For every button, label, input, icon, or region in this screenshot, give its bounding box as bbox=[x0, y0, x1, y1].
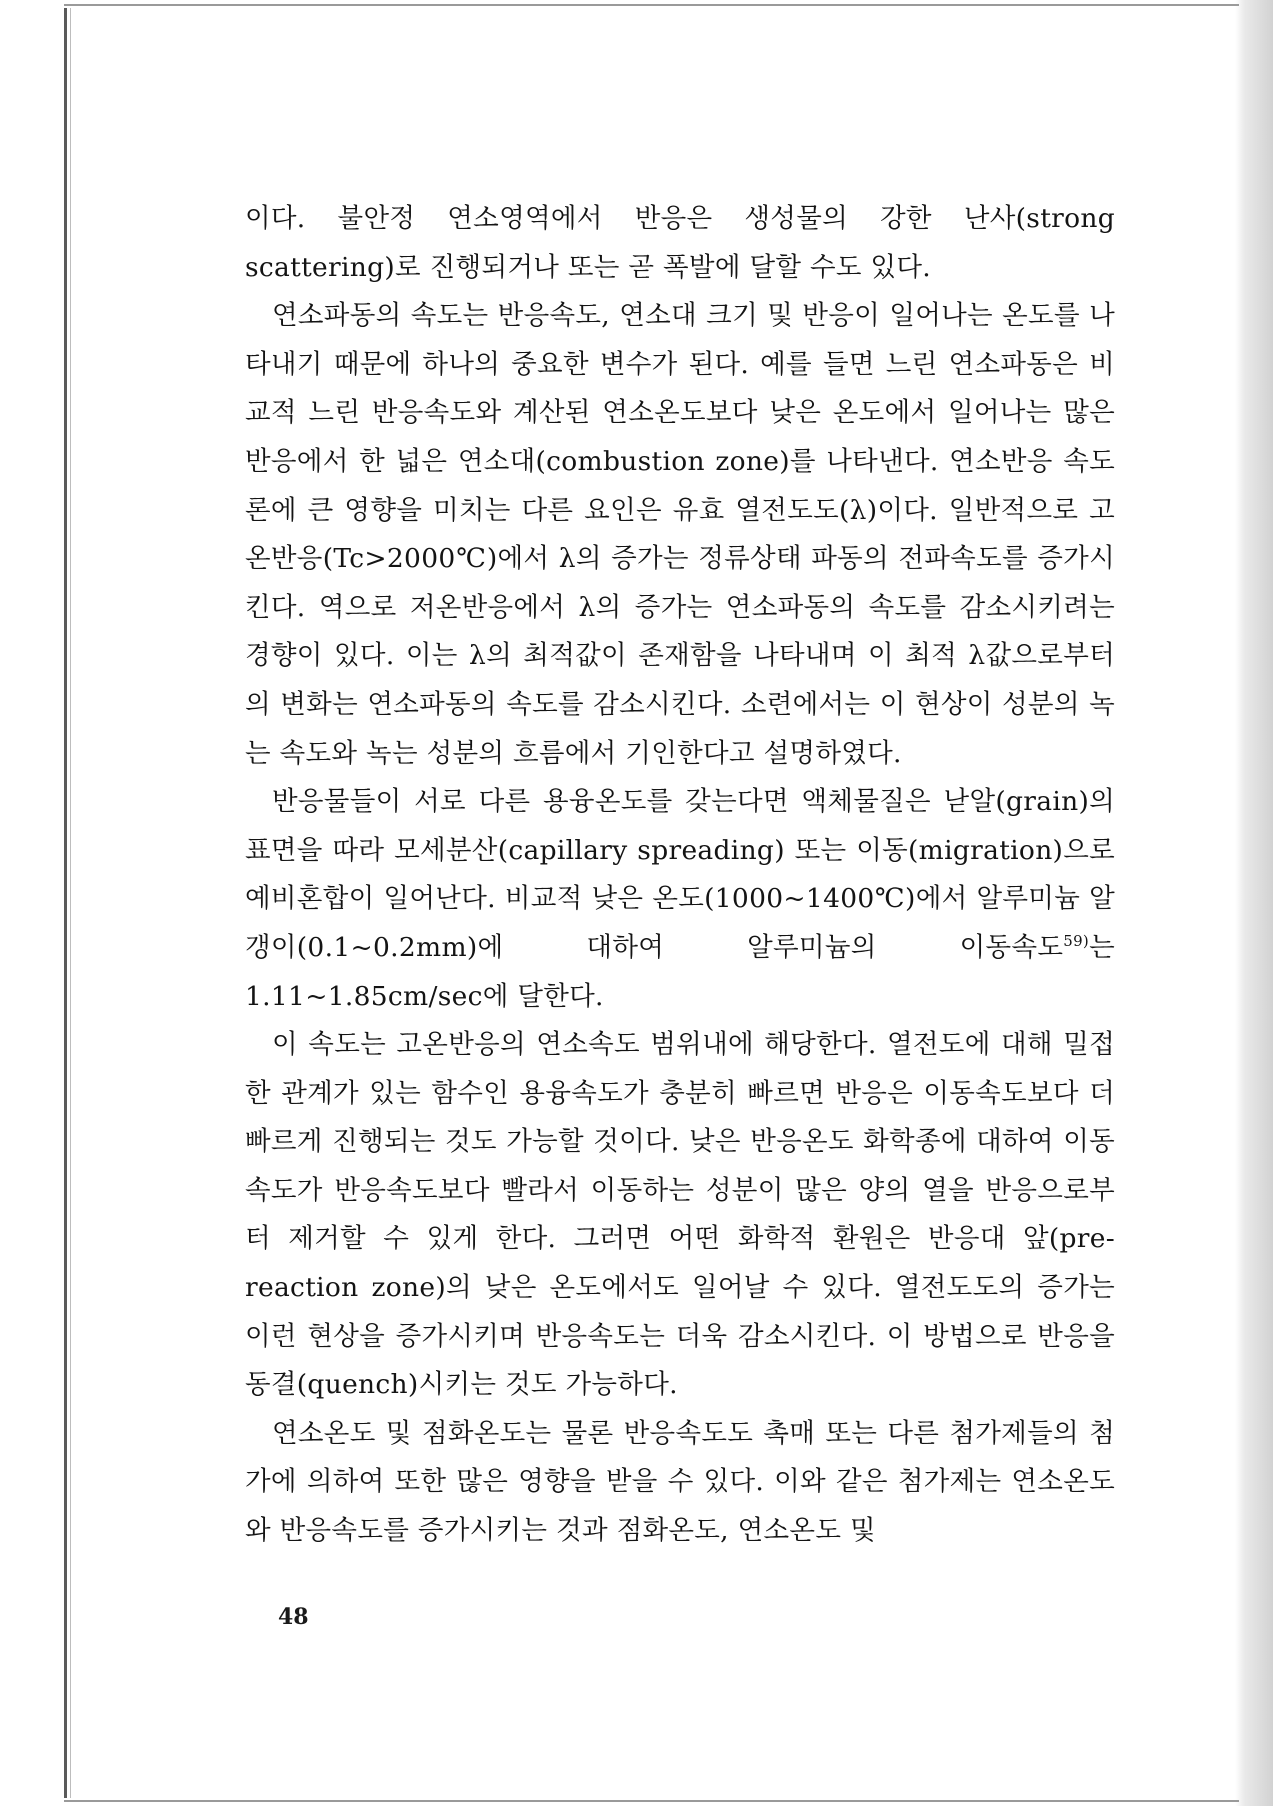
body-text bbox=[245, 195, 1115, 1556]
paragraph-2: 연소파동의 속도는 반응속도, 연소대 크기 및 반응이 일어나는 온도를 나타내기 때문에 하나의 중요한 변수가 된다. 예를 들면 느린 연소파동은 비교적 느린 반응속도와 계산된 연소온도보다 낮은 온도에서 일어나는 많은 반응에서 한 넓은 연소대(combustion zone)를 나타낸다. 연소반응 속도론에 큰 영향을 미치는 다른 요인은 유효 열전도도(λ)이다. 일반적으로 고온반응(Tc>2000℃)에서 λ의 증가는 정류상태 파동의 전파속도를 증가시킨다. 역으로 저온반응에서 λ의 증가는 연소파동의 속도를 감소시키려는 경향이 있다. 이는 λ의 최적값이 존재함을 나타내며 이 최적 λ값으로부터의 변화는 연소파동의 속도를 감소시킨다. 소련에서는 이 현상이 성분의 녹는 속도와 녹는 성분의 흐름에서 기인한다고 설명하였다. bbox=[245, 300, 1115, 769]
page-binding-edge bbox=[64, 8, 67, 1798]
paragraph-3 bbox=[245, 778, 1115, 1021]
page-binding-shadow bbox=[70, 8, 71, 1798]
page-number: 48 bbox=[278, 1604, 309, 1630]
paragraph-3-text-b: 는 1.11~1.85cm/sec에 달한다. bbox=[245, 931, 1115, 1012]
page-bottom-edge bbox=[64, 1800, 1239, 1802]
page-top-edge bbox=[64, 4, 1239, 6]
paragraph-1: 이다. 불안정 연소영역에서 반응은 생성물의 강한 난사(strong scattering)로 진행되거나 또는 곧 폭발에 달할 수도 있다. bbox=[245, 203, 1115, 283]
footnote-ref-59: 59) bbox=[1063, 932, 1090, 951]
paragraph-3-text-a: 반응물들이 서로 다른 용융온도를 갖는다면 액체물질은 낟알(grain)의 표면을 따라 모세분산(capillary spreading) 또는 이동(migration)으로 예비혼합이 일어난다. 비교적 낮은 온도(1000~1400℃)에서 알루미늄 알갱이(0.1~0.2mm)에 대하여 알루미늄의 이동속도 bbox=[245, 786, 1115, 963]
paragraph-4: 이 속도는 고온반응의 연소속도 범위내에 해당한다. 열전도에 대해 밀접한 관계가 있는 함수인 용융속도가 충분히 빠르면 반응은 이동속도보다 더 빠르게 진행되는 것도 가능할 것이다. 낮은 반응온도 화학종에 대하여 이동속도가 반응속도보다 빨라서 이동하는 성분이 많은 양의 열을 반응으로부터 제거할 수 있게 한다. 그러면 어떤 화학적 환원은 반응대 앞(pre-reaction zone)의 낮은 온도에서도 일어날 수 있다. 열전도도의 증가는 이런 현상을 증가시키며 반응속도는 더욱 감소시킨다. 이 방법으로 반응을 동결(quench)시키는 것도 가능하다. bbox=[245, 1029, 1115, 1401]
paragraph-5: 연소온도 및 점화온도는 물론 반응속도도 촉매 또는 다른 첨가제들의 첨가에 의하여 또한 많은 영향을 받을 수 있다. 이와 같은 첨가제는 연소온도와 반응속도를 증가시키는 것과 점화온도, 연소온도 및 bbox=[245, 1417, 1115, 1547]
